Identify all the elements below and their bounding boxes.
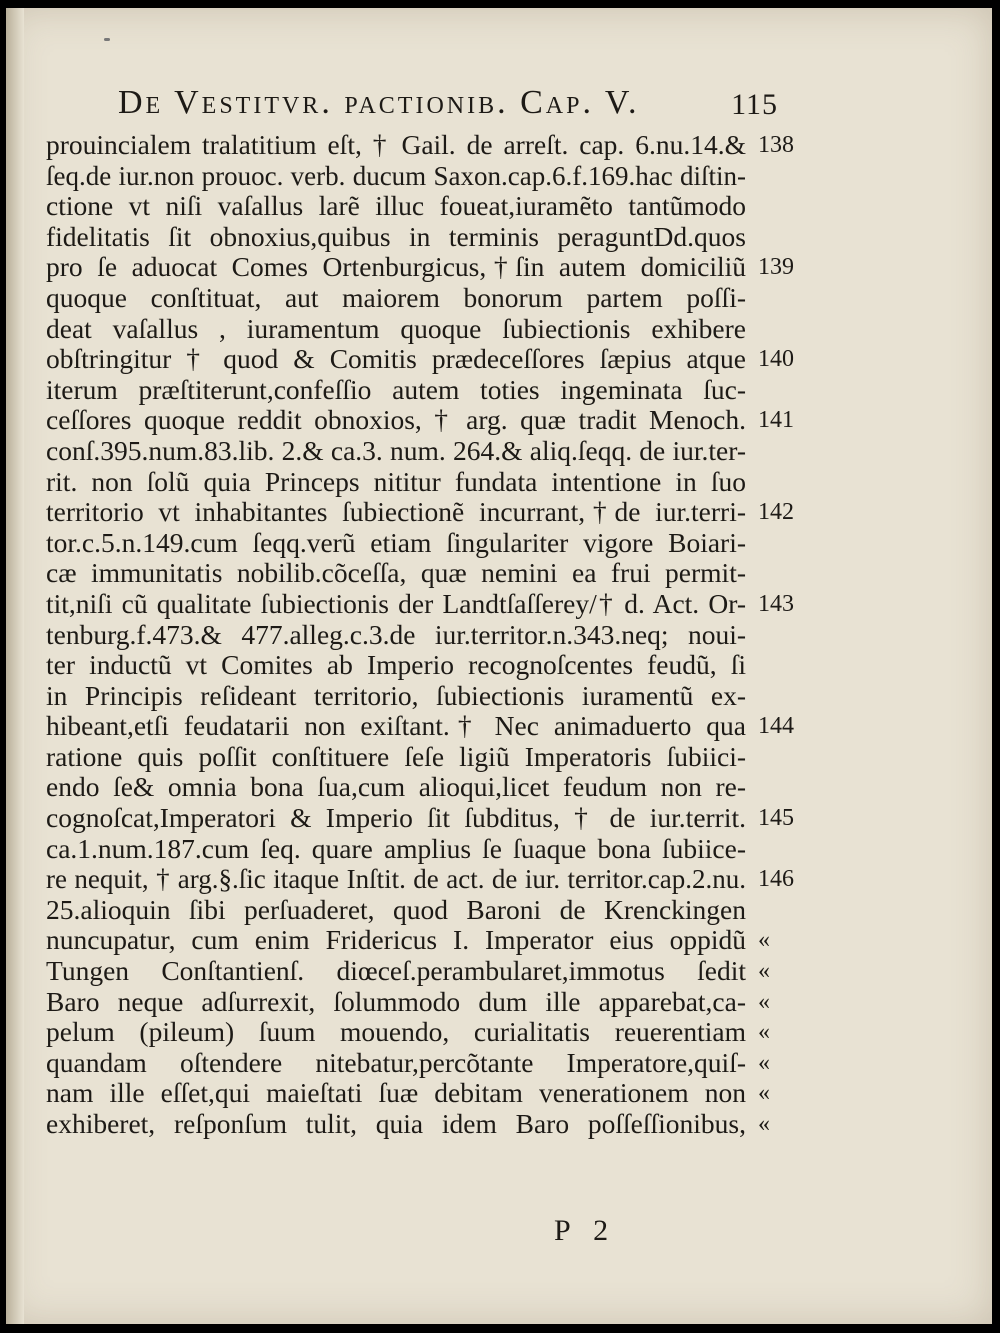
text-line: ceſſores quoque reddit obnoxios, † arg. quæ tradit Menoch. bbox=[46, 404, 746, 436]
signature-mark: P 2 bbox=[554, 1214, 617, 1247]
margin-number bbox=[758, 528, 828, 559]
text-line: quandam oſtendere nitebatur,percõtante Imperatore,quiſ- bbox=[46, 1046, 746, 1078]
text-line: ſeq.de iur.non prouoc. verb. ducum Saxon.cap.6.f.169.hac diſtin- bbox=[46, 160, 746, 191]
margin-number bbox=[758, 650, 828, 681]
margin-notes bbox=[758, 130, 828, 1140]
quote-mark: « bbox=[758, 1019, 770, 1046]
text-line: tor.c.5.n.149.cum ſeqq.verũ etiam ſingulariter vigore Boiari- bbox=[46, 526, 746, 558]
quote-mark: « bbox=[758, 1111, 770, 1137]
page-number: 115 bbox=[731, 88, 778, 121]
quote-mark: « bbox=[758, 1049, 770, 1076]
margin-number: 143 bbox=[758, 590, 794, 617]
text-line: cognoſcat,Imperatori & Imperio ſit ſubditus, † de iur.territ. bbox=[46, 802, 746, 834]
margin-number: 140 bbox=[758, 346, 794, 373]
page-gutter-shadow bbox=[6, 8, 24, 1324]
margin-number bbox=[758, 895, 828, 926]
margin-number: 144 bbox=[758, 713, 794, 740]
margin-number bbox=[758, 436, 828, 467]
text-line: ter inductũ vt Comites ab Imperio recognoſcentes feudũ, ſi bbox=[46, 649, 746, 681]
running-head bbox=[118, 84, 778, 122]
margin-number bbox=[758, 834, 828, 865]
margin-number bbox=[758, 375, 828, 406]
text-line: pelum (pileum) ſuum mouendo, curialitatis reuerentiam bbox=[46, 1016, 746, 1048]
margin-number bbox=[758, 772, 828, 803]
text-line: tenburg.f.473.& 477.alleg.c.3.de iur.territor.n.343.neq; noui- bbox=[46, 618, 746, 650]
quote-mark: « bbox=[758, 988, 770, 1015]
body-text bbox=[46, 130, 746, 1140]
text-line: ratione quis poſſit conſtituere ſeſe ligiũ Imperatoris ſubiici- bbox=[46, 740, 746, 772]
text-line: 25.alioquin ſibi perſuaderet, quod Baroni de Krenckingen bbox=[46, 893, 746, 925]
text-line: nuncupatur, cum enim Fridericus I. Imperator eius oppidũ bbox=[46, 924, 746, 956]
text-line: obſtringitur † quod & Comitis prædeceſſores ſæpius atque bbox=[46, 343, 746, 375]
margin-number: 142 bbox=[758, 499, 794, 526]
margin-number bbox=[758, 283, 828, 314]
margin-number bbox=[758, 467, 828, 498]
text-line: territorio vt inhabitantes ſubiectionẽ incurrant,†de iur.terri- bbox=[46, 496, 746, 528]
text-line: fidelitatis ſit obnoxius,quibus in terminis peraguntDd.quos bbox=[46, 220, 746, 252]
quote-mark: « bbox=[758, 1080, 770, 1107]
text-line: pro ſe aduocat Comes Ortenburgicus,†ſin autem domiciliũ bbox=[46, 251, 746, 283]
text-line: deat vaſallus , iuramentum quoque ſubiectionis exhibere bbox=[46, 312, 746, 344]
margin-number bbox=[758, 161, 828, 192]
text-line: rit. non ſolũ quia Princeps nititur fundata intentione in ſuo bbox=[46, 465, 746, 497]
text-line: cæ immunitatis nobilib.cõceſſa, quæ nemini ea frui permit- bbox=[46, 557, 746, 589]
ink-speck bbox=[104, 38, 110, 41]
margin-number bbox=[758, 314, 828, 345]
margin-number bbox=[758, 742, 828, 773]
text-line: exhiberet, reſponſum tulit, quia idem Baro poſſeſſionibus, bbox=[46, 1108, 746, 1139]
text-line: nam ille eſſet,qui maieſtati ſuæ debitam venerationem non bbox=[46, 1077, 746, 1109]
text-line: hibeant,etſi feudatarii non exiſtant.† Nec animaduerto qua bbox=[46, 710, 746, 742]
margin-number bbox=[758, 681, 828, 712]
margin-number bbox=[758, 222, 828, 253]
margin-number: 138 bbox=[758, 132, 794, 158]
text-line: ctione vt niſi vaſallus larẽ illuc foueat,iuramẽto tantũmodo bbox=[46, 190, 746, 222]
quote-mark: « bbox=[758, 958, 770, 985]
text-line: quoque conſtituat, aut maiorem bonorum partem poſſi- bbox=[46, 281, 746, 313]
text-line: prouincialem tralatitium eſt, † Gail. de arreſt. cap. 6.nu.14.& bbox=[46, 129, 746, 160]
running-head-title: De Vestitvr. pactionib. Cap. V. bbox=[118, 84, 640, 121]
margin-number: 139 bbox=[758, 254, 794, 281]
quote-mark: « bbox=[758, 927, 770, 954]
margin-number bbox=[758, 558, 828, 589]
text-line: re nequit, † arg.§.ſic itaque Inſtit. de act. de iur. territor.cap.2.nu. bbox=[46, 864, 746, 895]
text-line: in Principis reſideant territorio, ſubiectionis iuramentũ ex- bbox=[46, 679, 746, 711]
text-line: iterum præſtiterunt,confeſſio autem toties ingeminata ſuc- bbox=[46, 373, 746, 405]
text-line: conſ.395.num.83.lib. 2.& ca.3. num. 264.& aliq.ſeqq. de iur.ter- bbox=[46, 434, 746, 466]
margin-number: 141 bbox=[758, 407, 794, 434]
margin-number bbox=[758, 191, 828, 222]
text-line: Tungen Conſtantienſ. diœceſ.perambularet,immotus ſedit bbox=[46, 955, 746, 987]
margin-number bbox=[758, 620, 828, 651]
book-page bbox=[6, 8, 992, 1324]
margin-number: 146 bbox=[758, 866, 794, 893]
text-line: ca.1.num.187.cum ſeq. quare amplius ſe ſuaque bona ſubiice- bbox=[46, 832, 746, 864]
text-line: Baro neque adſurrexit, ſolummodo dum ille apparebat,ca- bbox=[46, 985, 746, 1017]
margin-number: 145 bbox=[758, 805, 794, 832]
text-line: endo ſe& omnia bona ſua,cum alioqui,licet feudum non re- bbox=[46, 771, 746, 803]
text-line: tit,niſi cũ qualitate ſubiectionis der Landtſaſſerey/† d. Act. Or- bbox=[46, 587, 746, 619]
